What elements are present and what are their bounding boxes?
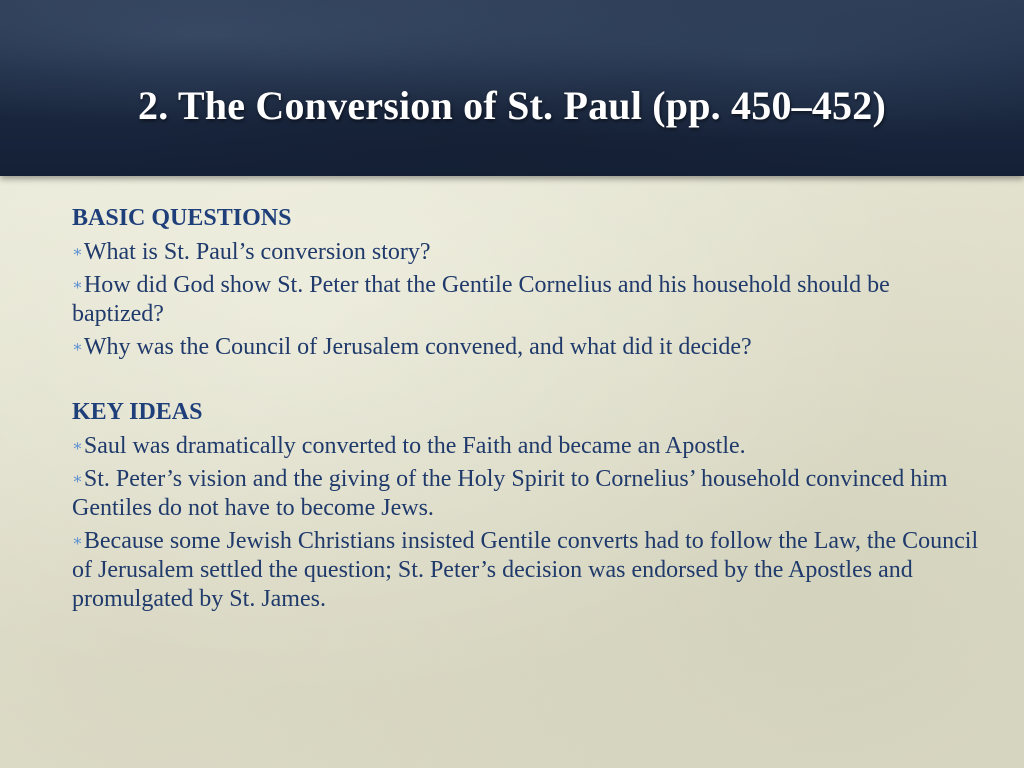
asterisk-bullet-icon: ∗ xyxy=(72,438,83,455)
basic-question-item xyxy=(72,271,982,329)
key-idea-item xyxy=(72,465,982,523)
key-idea-text: St. Peter’s vision and the giving of the Holy Spirit to Cornelius’ household convinced him Gentiles do not have to become Jews. xyxy=(72,466,948,521)
basic-question-item xyxy=(72,238,982,267)
key-idea-text: Saul was dramatically converted to the Faith and became an Apostle. xyxy=(83,433,746,459)
slide-body xyxy=(72,202,982,614)
basic-question-text: How did God show St. Peter that the Gentile Cornelius and his household should be baptized? xyxy=(72,272,890,327)
title-banner xyxy=(0,0,1024,176)
key-idea-item xyxy=(72,527,982,614)
section-spacer xyxy=(72,362,982,396)
asterisk-bullet-icon: ∗ xyxy=(72,244,83,261)
asterisk-bullet-icon: ∗ xyxy=(72,471,83,488)
key-ideas-heading: KEY IDEAS xyxy=(72,399,203,425)
basic-question-item xyxy=(72,333,982,362)
basic-question-text: Why was the Council of Jerusalem convened, and what did it decide? xyxy=(83,334,752,360)
slide-title: 2. The Conversion of St. Paul (pp. 450–452) xyxy=(138,83,886,128)
asterisk-bullet-icon: ∗ xyxy=(72,533,83,550)
asterisk-bullet-icon: ∗ xyxy=(72,339,83,356)
key-idea-text: Because some Jewish Christians insisted Gentile converts had to follow the Law, the Council of Jerusalem settled the question; St. Peter’s decision was endorsed by the Apostles and promulgated by St. James. xyxy=(72,528,979,612)
basic-question-text: What is St. Paul’s conversion story? xyxy=(83,239,431,265)
asterisk-bullet-icon: ∗ xyxy=(72,277,83,294)
key-idea-item xyxy=(72,432,982,461)
basic-questions-heading: BASIC QUESTIONS xyxy=(72,205,292,231)
